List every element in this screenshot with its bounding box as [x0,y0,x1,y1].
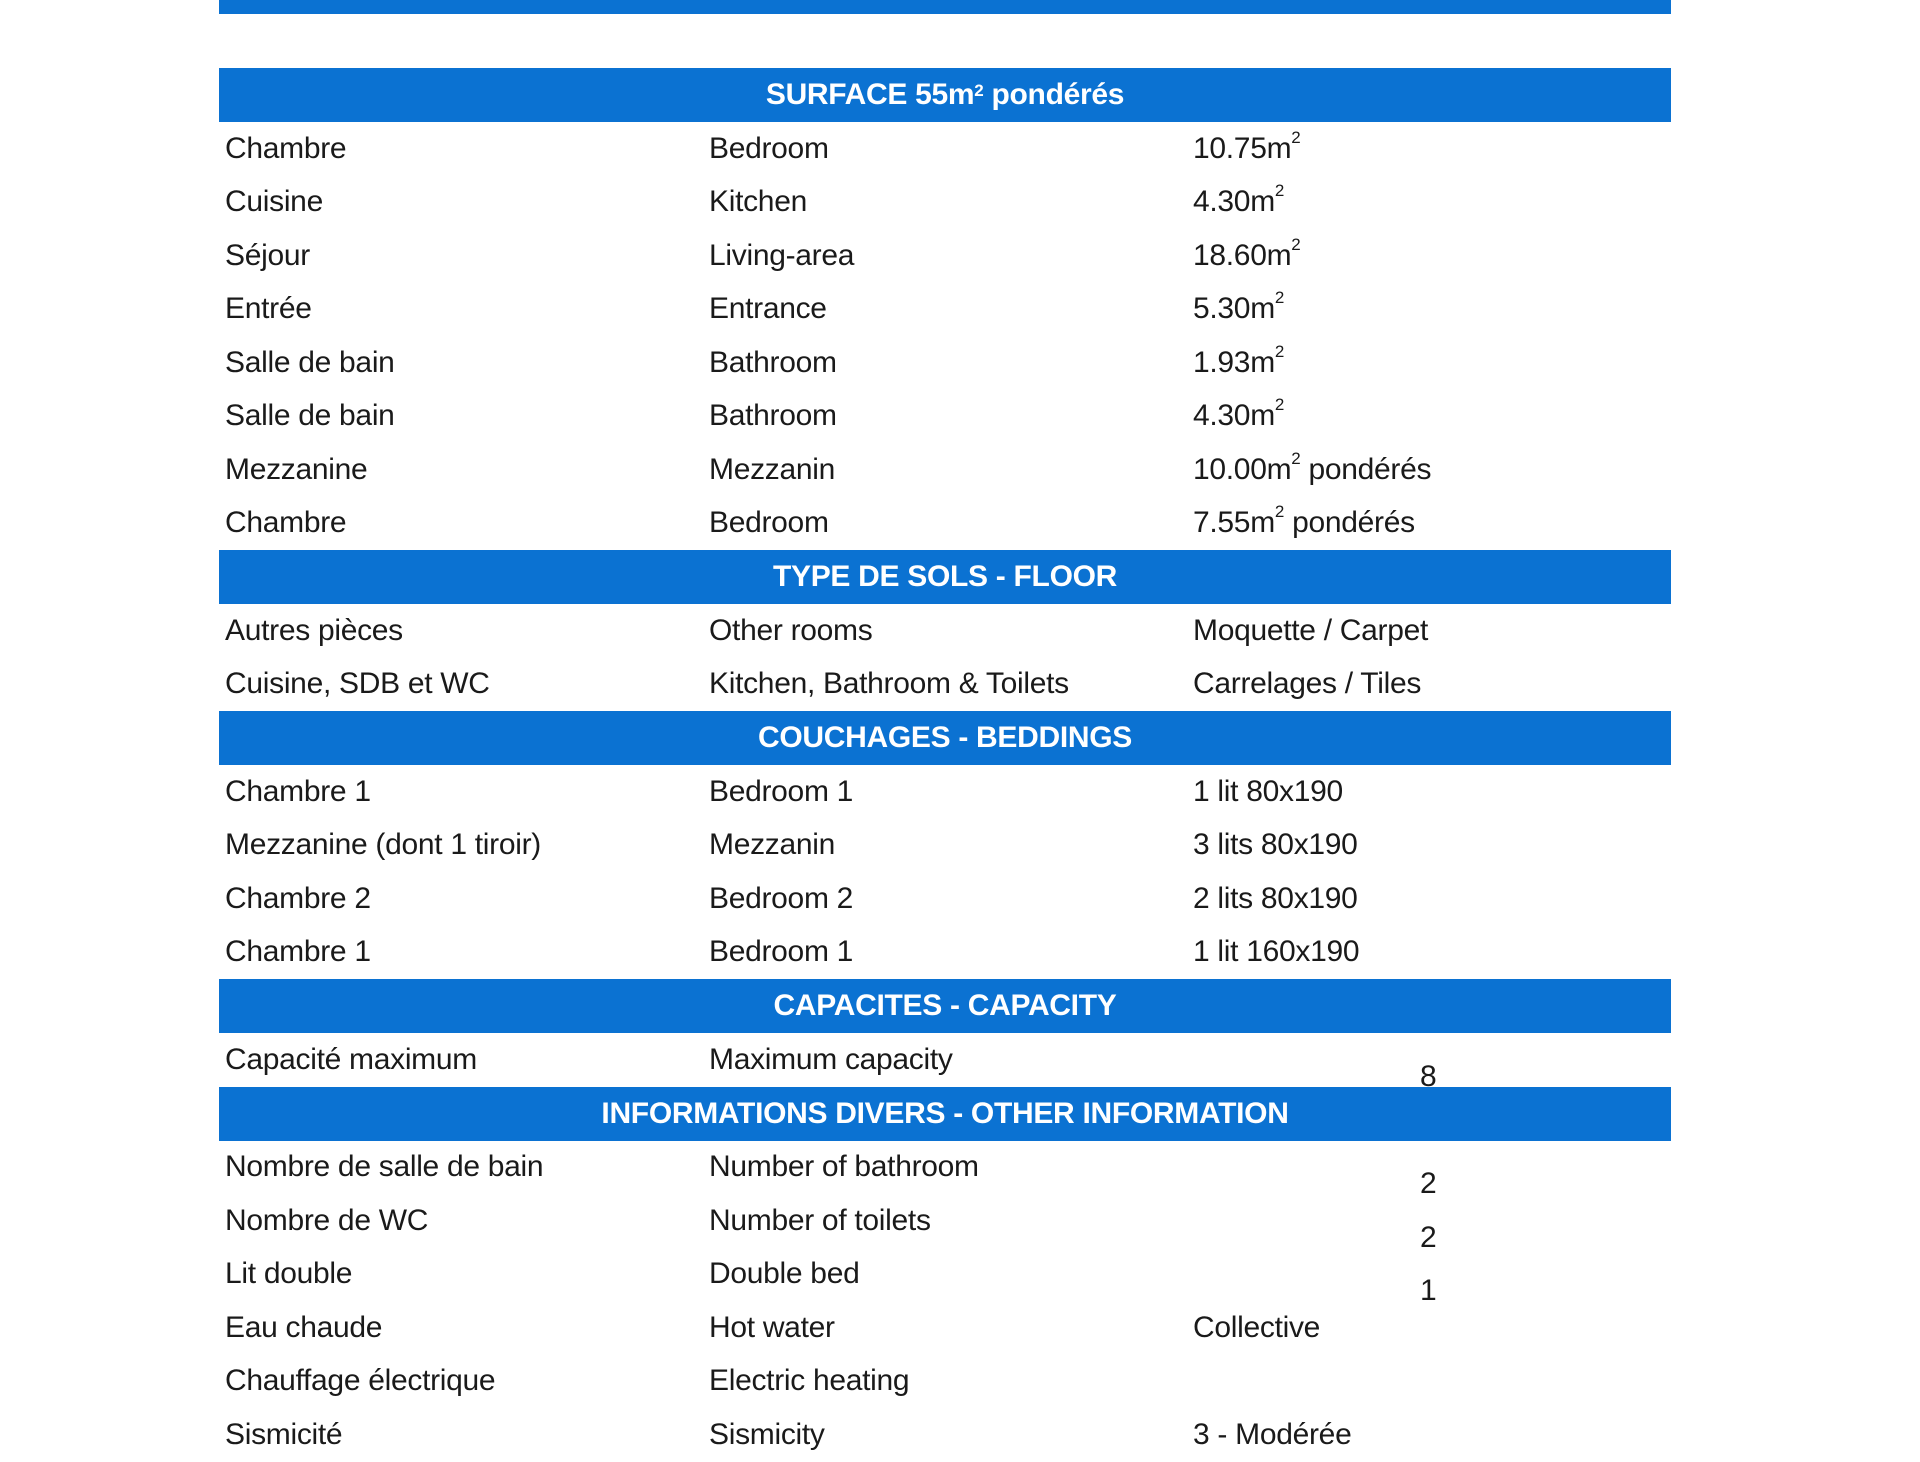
value-cell [1187,935,1671,969]
label-fr: Salle de bain [225,345,395,379]
value-cell [1187,828,1671,862]
table-row [219,122,1671,176]
value-superscript: 2 [1274,181,1285,201]
label-en: Bedroom [709,131,829,165]
label-fr: Autres pièces [225,613,403,647]
label-fr: Mezzanine [225,452,368,486]
value-text: 4.30m [1193,399,1275,433]
value-text: 3 lits 80x190 [1193,828,1358,862]
label-en: Number of toilets [709,1203,931,1237]
count-value: 2 [1420,1167,1437,1201]
other-rows [219,1141,1671,1462]
value-superscript: 2 [1274,341,1285,361]
table-row [219,1301,1671,1355]
table-row [219,1194,1671,1254]
value-superscript: 2 [1291,127,1301,147]
table-row [219,336,1671,390]
label-en: Sismicity [709,1417,825,1451]
table-row [219,658,1671,712]
label-en: Mezzanin [709,452,835,486]
value-text: 1 lit 80x190 [1193,774,1343,808]
label-fr: Nombre de WC [225,1203,429,1237]
table-row [219,1355,1671,1409]
label-en: Electric heating [709,1364,910,1398]
label-en: Bedroom 1 [709,774,854,808]
value-suffix: pondérés [1300,452,1432,486]
surface-title: SURFACE 55m [765,78,975,111]
label-en: Bedroom [709,506,829,540]
label-fr: Eau chaude [225,1310,383,1344]
label-fr: Chambre 2 [225,881,371,915]
table-row [219,1141,1671,1201]
label-en: Bathroom [709,345,837,379]
table-row [219,390,1671,444]
table-row [219,443,1671,497]
label-fr: Cuisine, SDB et WC [225,667,490,701]
value-cell [1187,181,1671,219]
value-cell [1187,614,1671,648]
value-text: 7.55m [1193,506,1275,540]
value-cell [1187,395,1671,433]
value-text: 2 lits 80x190 [1193,881,1358,915]
value-cell [1187,127,1671,166]
label-fr: Séjour [225,238,310,272]
label-fr: Entrée [225,292,312,326]
beddings-rows [219,765,1671,979]
section-header-beddings [219,711,1671,765]
value-cell [1187,234,1671,273]
label-fr: Salle de bain [225,399,395,433]
value-cell [1187,288,1671,326]
label-en: Bedroom 2 [709,881,854,915]
table-row [219,819,1671,873]
value-superscript: 2 [1274,395,1285,415]
value-cell [1187,448,1671,487]
floor-title: TYPE DE SOLS - FLOOR [772,560,1118,593]
label-en: Living-area [709,238,855,272]
count-value: 8 [1420,1059,1437,1093]
capacity-rows [219,1033,1671,1093]
capacity-title: CAPACITES - CAPACITY [773,989,1117,1022]
value-superscript: 2 [1274,288,1285,308]
value-text: 3 - Modérée [1193,1417,1352,1451]
surface-title-suffix: pondérés [983,78,1125,111]
floor-rows [219,604,1671,711]
table-row [219,1248,1671,1308]
value-superscript: 2 [1291,448,1301,468]
value-text: 1.93m [1193,345,1275,379]
label-en: Maximum capacity [709,1042,953,1076]
table-row [219,283,1671,337]
property-info-sheet [219,68,1671,1462]
value-text: 5.30m [1193,292,1275,326]
label-en: Bathroom [709,399,837,433]
table-row [219,872,1671,926]
section-header-capacity [219,979,1671,1033]
surface-rows [219,122,1671,550]
label-fr: Cuisine [225,185,323,219]
value-cell [1187,775,1671,809]
label-fr: Chambre 1 [225,774,371,808]
table-row [219,176,1671,230]
section-header-surface [219,68,1671,122]
label-fr: Chambre [225,506,347,540]
value-superscript: 2 [1291,234,1301,254]
label-en: Double bed [709,1257,860,1291]
label-fr: Chauffage électrique [225,1364,496,1398]
value-text: 4.30m [1193,185,1275,219]
label-en: Kitchen [709,185,807,219]
label-fr: Lit double [225,1257,353,1291]
value-text: Collective [1193,1310,1321,1344]
value-cell [1187,341,1671,380]
value-text: Carrelages / Tiles [1193,667,1422,701]
other-title: INFORMATIONS DIVERS - OTHER INFORMATION [601,1096,1289,1130]
label-en: Number of bathroom [709,1150,979,1184]
value-text: 10.75m [1193,131,1292,165]
value-text: 10.00m [1193,452,1292,486]
value-text: Moquette / Carpet [1193,613,1429,647]
value-cell [1187,882,1671,916]
count-value: 2 [1420,1220,1437,1254]
label-fr: Sismicité [225,1417,343,1451]
label-en: Hot water [709,1310,835,1344]
label-fr: Chambre 1 [225,935,371,969]
table-row [219,1408,1671,1462]
value-suffix: pondérés [1284,506,1415,540]
label-fr: Chambre [225,131,347,165]
count-value: 1 [1420,1274,1437,1308]
value-cell [1187,502,1671,540]
beddings-title: COUCHAGES - BEDDINGS [757,721,1133,754]
value-cell [1187,1418,1671,1452]
table-row [219,765,1671,819]
label-en: Entrance [709,292,827,326]
table-row [219,926,1671,980]
label-fr: Nombre de salle de bain [225,1150,544,1184]
table-row [219,604,1671,658]
label-fr: Mezzanine (dont 1 tiroir) [225,828,541,862]
label-en: Kitchen, Bathroom & Toilets [709,667,1069,701]
label-en: Other rooms [709,613,873,647]
surface-title-sup: 2 [974,81,984,100]
label-en: Mezzanin [709,828,835,862]
label-en: Bedroom 1 [709,935,854,969]
value-text: 1 lit 160x190 [1193,935,1360,969]
section-header-other-information [219,1087,1671,1141]
table-row [219,229,1671,283]
value-superscript: 2 [1274,502,1285,522]
label-fr: Capacité maximum [225,1042,477,1076]
value-text: 18.60m [1193,238,1292,272]
table-row [219,497,1671,551]
value-cell [1187,667,1671,701]
value-cell [1187,1311,1671,1345]
table-row [219,1033,1671,1093]
top-header-bar [219,0,1671,14]
section-header-floor [219,550,1671,604]
